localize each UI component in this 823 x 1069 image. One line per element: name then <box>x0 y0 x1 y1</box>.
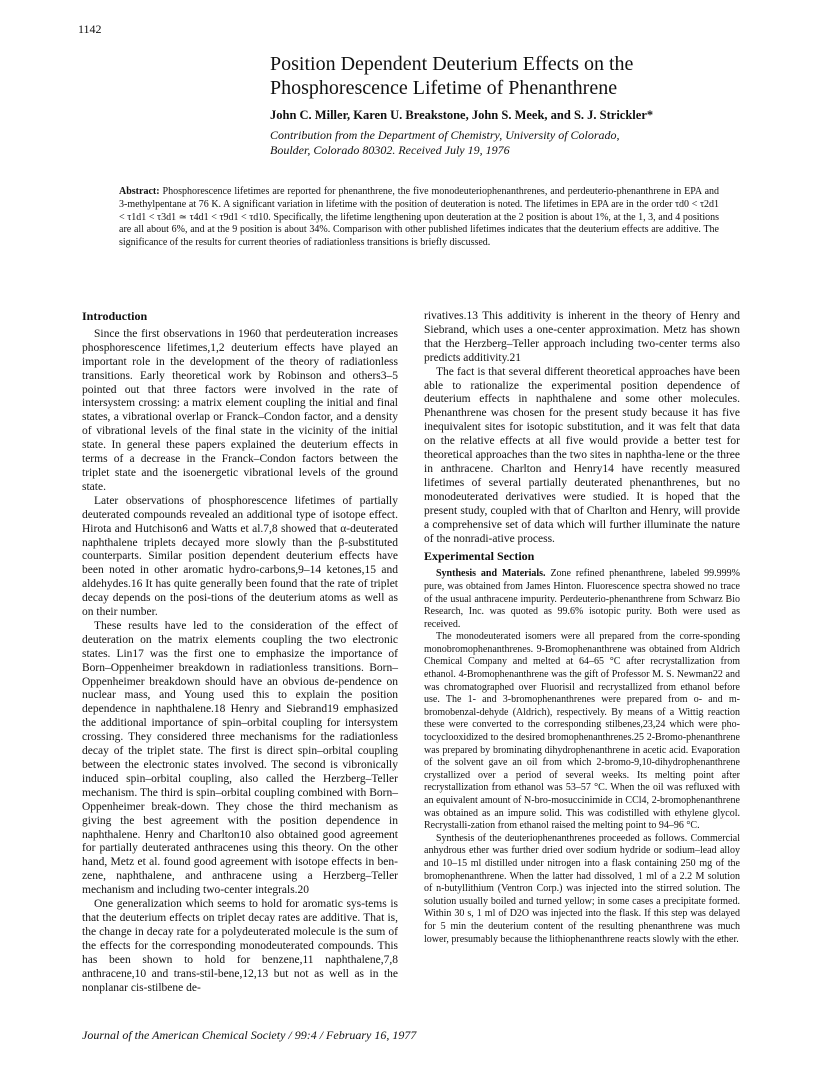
affiliation-line-2: Boulder, Colorado 80302. Received July 19, 1976 <box>270 143 510 157</box>
experimental-paragraph: Synthesis of the deuteriophenanthrenes proceeded as follows. Commercial anhydrous ether was further dried over sodium hydride or sodium–lead alloy and 10–15 ml distilled under nitrogen into a flask containing 250 mg of the bromophenanthrene. When the latter had dissolved, 1 ml of a 2.2 M solution of n-butyllithium (Ventron Corp.) was injected into the stirred solution. The solution usually boiled and turned yellow; in some cases a precipitate formed. Within 30 s, 1 ml of D2O was injected into the flask. If this step was delayed for 5 min the deuterium content of the resulting phenanthrene was much lower, presumably because the lithiophenanthrene reacts slowly with the ether. <box>424 832 740 945</box>
authors: John C. Miller, Karen U. Breakstone, John S. Meek, and S. J. Strickler* <box>270 108 654 122</box>
intro-paragraph: Later observations of phosphorescence lifetimes of partially deuterated compounds revealed an additional type of isotope effect. Hirota and Hutchison6 and Watts et al.7,8 showed that α-deuterated naphthalene triplets decayed more slowly than the β-substituted counterparts. Similar position dependent deuterium effects have been noted in other aromatic hydro-carbons,9–14 ketones,15 and aldehydes.16 It has quite generally been found that the rate of triplet decay depends on the posi-tions of the deuterium atoms as well as on their number. <box>82 494 398 619</box>
intro-paragraph: Since the first observations in 1960 that perdeuteration increases phosphorescence lifetimes,1,2 deuterium effects have played an important role in the development of the theory of radiationless transitions. Early theoretical work by Robinson and others3–5 pointed out that three factors were involved in the rate of intersystem crossing: a matrix element coupling the initial and final states, a vibrational overlap or Franck–Condon factor, and a density of vibrational levels of the final state in the vicinity of the initial state. In general these papers explained the deuterium effects in terms of a decrease in the Franck–Condon factors between the triplet state and the isoenergetic vibrational levels of the ground state. <box>82 327 398 493</box>
title-line-2: Phosphorescence Lifetime of Phenanthrene <box>270 77 618 99</box>
abstract-text: Phosphorescence lifetimes are reported for phenanthrene, the five monodeuteriophenanthrenes, and perdeuterio-phenanthrene in EPA and 3-methylpentane at 76 K. A significant variation in lifetime with the position of deuteration is noted. The lifetimes in EPA are in the order τd0 < τ2d1 < τ1d1 < τ3d1 ≃ τ4d1 < τ9d1 < τd10. Specifically, the lifetime lengthening upon deuteration at the 2 position is about 1%, at the 1, 3, and 4 positions are all about 6%, and at the 9 position is about 34%. Comparison with other published lifetimes indicates that the deuterium effects are additive. The significance of the results for current theories of radiationless transitions is briefly discussed. <box>119 186 720 249</box>
affiliation <box>270 128 770 158</box>
abstract <box>119 186 719 250</box>
right-column <box>424 310 740 946</box>
page-number: 1142 <box>78 22 102 36</box>
introduction-heading: Introduction <box>82 309 148 323</box>
intro-paragraph: The fact is that several different theoretical approaches have been able to rationalize the experimental position dependence of deuterium effects in naphthalene and some other molecules. Phenanthrene was chosen for the present study because it has five inequivalent sites for isotopic substitution, and it was felt that data on the relative effects at all five would provide a better test for theoretical approaches than the two sites in naphtha-lene or the three in anthracene. Charlton and Henry14 have recently measured lifetimes of several partially deuterated phenanthrenes, but no monodeuterated derivatives were studied. It is hoped that the present study, coupled with that of Charlton and Henry, will provide a comprehensive set of data which will further illuminate the nature of the nonradi-ative process. <box>424 365 740 545</box>
article-title <box>270 52 770 100</box>
experimental-paragraph <box>424 568 740 631</box>
title-line-1: Position Dependent Deuterium Effects on the <box>270 53 634 75</box>
abstract-label: Abstract: <box>119 186 160 197</box>
affiliation-line-1: Contribution from the Department of Chemistry, University of Colorado, <box>270 128 620 142</box>
experimental-heading: Experimental Section <box>424 549 535 564</box>
intro-paragraph: These results have led to the consideration of the effect of deuteration on the matrix elements coupling the two electronic states. Lin17 was the first one to emphasize the importance of Born–Oppenheimer breakdown in radiationless transitions. Born–Oppenheimer breakdown should have an obvious de-pendence on nuclear mass, and Young used this to explain the position dependence in naphthalene.18 Henry and Siebrand19 emphasized the additional importance of spin–orbital coupling for intersystem crossing. They considered three mechanisms for the radiationless decay of the triplet state. The first is direct spin–orbital coupling between the electronic states involved. The second is vibronically induced spin–orbital coupling, also called the Herzberg–Teller mechanism. The third is spin–orbital coupling combined with Born–Oppenheimer break-down. They chose the third mechanism as giving the best agreement with the position dependence in naphthalene. Henry and Charlton10 also obtained good agreement for partially deuterated anthracenes using this theory. On the other hand, Metz et al. found good agreement with isotope effects in ben-zene, naphthalene, and anthracene using a Herzberg–Teller mechanism and including two-center integrals.20 <box>82 619 398 897</box>
journal-footer: Journal of the American Chemical Society / 99:4 / February 16, 1977 <box>82 1028 417 1042</box>
synthesis-subheading: Synthesis and Materials. <box>436 568 546 580</box>
left-column <box>82 310 398 995</box>
intro-paragraph: rivatives.13 This additivity is inherent in the theory of Henry and Siebrand, which uses a one-center approximation. Metz has shown that the Herzberg–Teller approach including two-center terms also predicts additivity.21 <box>424 310 740 364</box>
experimental-paragraph: The monodeuterated isomers were all prepared from the corre-sponding monobromophenanthrenes. 9-Bromophenanthrene was obtained from Aldrich Chemical Company and melted at 64–65 °C after recrystallization from ethanol. 4-Bromophenanthrene was the gift of Professor M. S. Newman22 and was chromatographed over Fluorisil and recrystallized from ethanol before use. The 1- and 3-bromophenanthrenes were prepared from o- and m-bromobenzal-dehyde (Aldrich), respectively. By means of a Wittig reaction these were converted to the corresponding stilbenes,23,24 which were pho-tocyclooxidized to the desired bromophenanthrenes.25 2-Bromo-phenanthrene was prepared by brominating dihydrophenanthrene in acetic acid. Evaporation of the solvent gave an oil from which 2-bromo-9,10-dihydrophenanthrene crystallized over a period of several weeks. Its melting point after recrystallization from ethanol was 53–57 °C. When the oil was refluxed with an equivalent amount of N-bro-mosuccinimide in CCl4, 2-bromophenanthrene was obtained as an impure solid. This was codistilled with ethylene glycol. Recrystalli-zation from ethanol raised the melting point to 94–96 °C. <box>424 631 740 832</box>
intro-paragraph: One generalization which seems to hold for aromatic sys-tems is that the deuterium effects on triplet decay rates are additive. That is, the change in decay rate for a polydeuterated molecule is the sum of the effects for the corresponding monodeuterated compounds. This has been shown to hold for benzene,11 naphthalene,7,8 anthracene,10 and trans-stil-bene,12,13 but not as well as in the nonplanar cis-stilbene de- <box>82 898 398 994</box>
experimental-text: Zone refined phenanthrene, labeled 99.999% pure, was obtained from James Hinton. Fluorescence spectra showed no trace of the usual anthracene impurity. Perdeuterio-phenanthrene from Schwarz Bio Research, Inc. was quoted as 99.6% isotopic purity. Both were used as received. <box>424 568 740 630</box>
